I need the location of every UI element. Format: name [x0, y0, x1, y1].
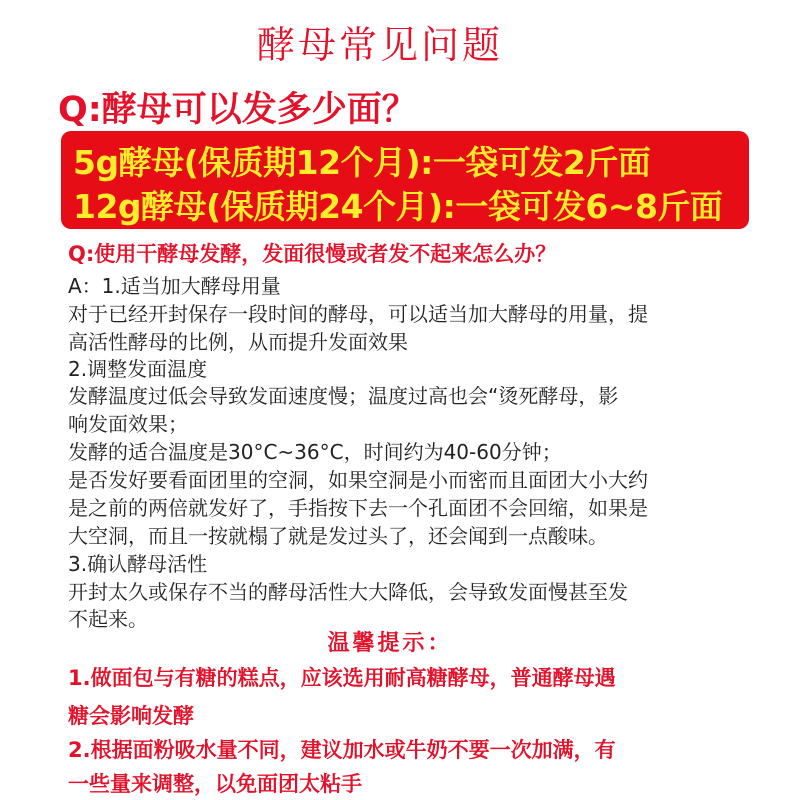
- tip-line: 一些量来调整，以免面团太粘手: [68, 772, 362, 796]
- answer-line: 发酵的适合温度是30°C~36°C，时间约为40-60分钟；: [68, 440, 562, 464]
- answer-line: 3.确认酵母活性: [68, 552, 208, 576]
- answer-line: 开封太久或保存不当的酵母活性大大降低，会导致发面慢甚至发: [68, 580, 628, 604]
- question-2: Q:使用干酵母发酵，发面很慢或者发不起来怎么办？: [68, 242, 557, 266]
- tip-line: 1.做面包与有糖的糕点，应该选用耐高糖酵母，普通酵母遇: [68, 666, 616, 690]
- answer-line: 是否发好要看面团里的空洞，如果空洞是小而密而且面团大小大约: [68, 468, 648, 492]
- tip-line: 2.根据面粉吸水量不同，建议加水或牛奶不要一次加满，有: [68, 738, 616, 762]
- answer-line: 2.调整发面温度: [68, 357, 208, 381]
- answer-line: 大空洞，而且一按就榻了就是发过头了，还会闻到一点酸味。: [68, 524, 608, 548]
- tip-line: 糖会影响发酵: [68, 704, 194, 728]
- yeast-capacity-banner: [61, 131, 749, 229]
- page-title: 酵母常见问题: [256, 23, 503, 67]
- tips-title: 温馨提示：: [327, 631, 453, 656]
- banner-line-5g: 5g酵母(保质期12个月):一袋可发2斤面: [73, 143, 651, 182]
- answer-line: A：1.适当加大酵母用量: [68, 274, 281, 298]
- answer-line: 响发面效果；: [68, 412, 188, 436]
- answer-line: 是之前的两倍就发好了，手指按下去一个孔面团不会回缩，如果是: [68, 496, 648, 520]
- answer-line: 发酵温度过低会导致发面速度慢；温度过高也会“烫死酵母，影: [68, 384, 619, 408]
- banner-line-12g: 12g酵母(保质期24个月):一袋可发6~8斤面: [73, 187, 723, 226]
- question-1: Q:酵母可以发多少面？: [58, 90, 417, 130]
- answer-line: 对于已经开封保存一段时间的酵母，可以适当加大酵母的用量，提: [68, 302, 648, 326]
- answer-line: 高活性酵母的比例，从而提升发面效果: [68, 330, 408, 354]
- answer-line: 不起来。: [68, 607, 148, 631]
